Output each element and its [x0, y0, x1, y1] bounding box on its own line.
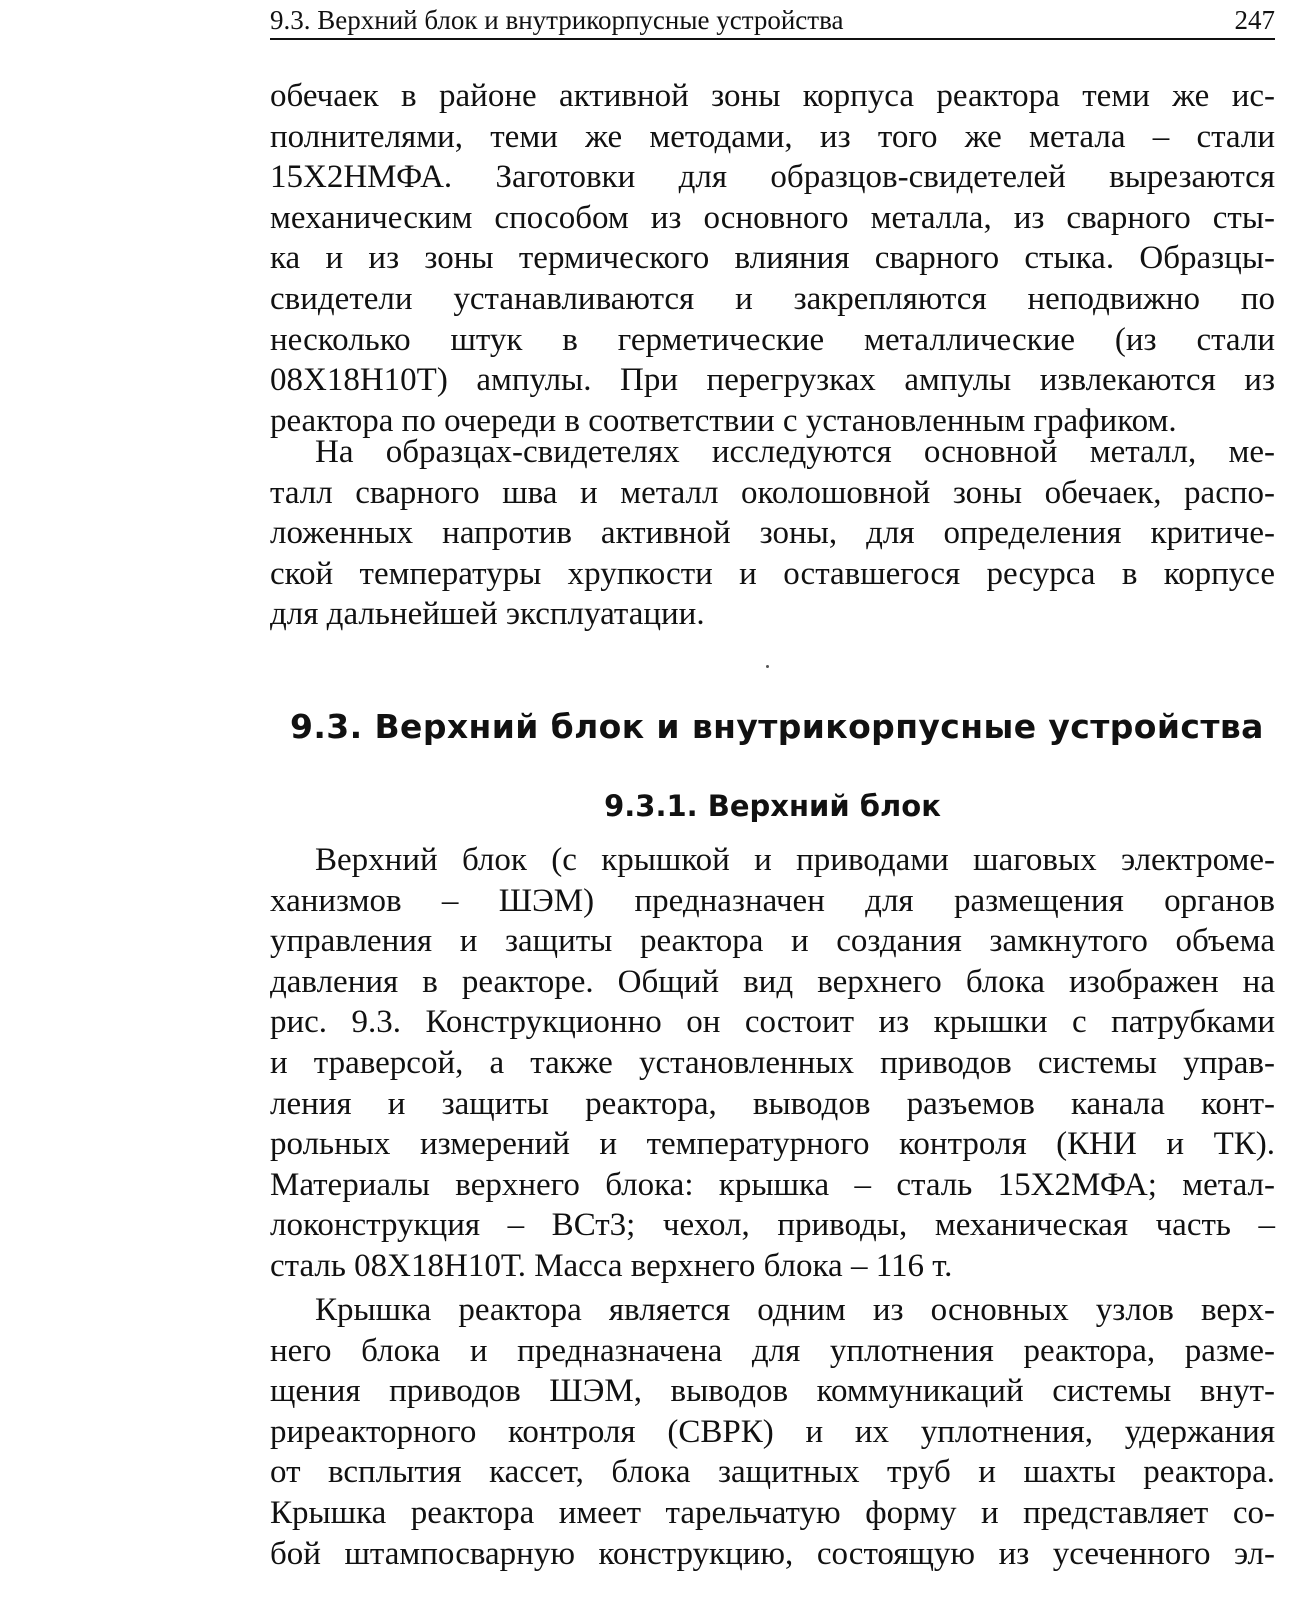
section-heading: 9.3. Верхний блок и внутрикорпусные устройства	[290, 707, 1264, 746]
text-line: талл сварного шва и металл околошовной зоны обечаек, распо-	[270, 474, 1275, 511]
print-speck	[766, 665, 769, 668]
text-line: свидетели устанавливаются и закрепляются неподвижно по	[270, 280, 1275, 317]
text-line: обечаек в районе активной зоны корпуса реактора теми же ис-	[270, 78, 1275, 114]
text-line: для дальнейшей эксплуатации.	[270, 596, 705, 633]
text-line: 08Х18Н10Т) ампулы. При перегрузках ампулы извлекаются из	[270, 362, 1275, 399]
text-line: ка и из зоны термического влияния сварного стыка. Образцы-	[270, 240, 1275, 277]
text-line: Верхний блок (с крышкой и приводами шаговых электроме-	[315, 842, 1275, 878]
paragraph-witness-samples	[270, 432, 1275, 635]
text-line: щения приводов ШЭМ, выводов коммуникаций системы внут-	[270, 1373, 1275, 1410]
text-line: реактора по очереди в соответствии с установленным графиком.	[270, 402, 1177, 439]
paragraph-upper-block	[270, 840, 1275, 1287]
text-line: полнителями, теми же методами, из того же метала – стали	[270, 118, 1275, 155]
paragraph-reactor-cover	[270, 1290, 1275, 1574]
text-line: управления и защиты реактора и создания замкнутого объема	[270, 923, 1275, 960]
text-line: механическим способом из основного металла, из сварного сты-	[270, 199, 1275, 236]
subsection-heading: 9.3.1. Верхний блок	[604, 789, 941, 823]
text-line: ской температуры хрупкости и оставшегося ресурса в корпусе	[270, 555, 1275, 592]
text-line: ложенных напротив активной зоны, для определения критиче-	[270, 515, 1275, 552]
text-line: ления и защиты реактора, выводов разъемов канала конт-	[270, 1085, 1275, 1122]
text-line: сталь 08Х18Н10Т. Масса верхнего блока – 116 т.	[270, 1247, 953, 1284]
text-line: давления в реакторе. Общий вид верхнего блока изображен на	[270, 963, 1275, 1000]
running-head	[270, 2, 1275, 40]
page-number: 247	[1234, 5, 1275, 35]
text-line: него блока и предназначена для уплотнения реактора, разме-	[270, 1332, 1275, 1369]
text-line: несколько штук в герметические металлические (из стали	[270, 321, 1275, 358]
text-line: Крышка реактора является одним из основных узлов верх-	[315, 1292, 1275, 1328]
text-line: риреакторного контроля (СВРК) и их уплотнения, удержания	[270, 1413, 1275, 1450]
text-line: локонструкция – ВСт3; чехол, приводы, механическая часть –	[270, 1207, 1275, 1244]
text-line: бой штампосварную конструкцию, состоящую из усеченного эл-	[270, 1535, 1275, 1572]
text-line: 15Х2НМФА. Заготовки для образцов-свидетелей вырезаются	[270, 159, 1275, 196]
paragraph-continued	[270, 76, 1275, 441]
running-head-title: 9.3. Верхний блок и внутрикорпусные устройства	[270, 5, 844, 35]
text-line: Крышка реактора имеет тарельчатую форму и представляет со-	[270, 1494, 1275, 1531]
text-line: Материалы верхнего блока: крышка – сталь 15Х2МФА; метал-	[270, 1166, 1275, 1203]
text-line: и траверсой, а также установленных приводов системы управ-	[270, 1044, 1275, 1081]
text-line: от всплытия кассет, блока защитных труб и шахты реактора.	[270, 1454, 1275, 1491]
text-line: На образцах-свидетелях исследуются основной металл, ме-	[315, 434, 1275, 470]
text-line: ханизмов – ШЭМ) предназначен для размещения органов	[270, 882, 1275, 919]
text-line: рис. 9.3. Конструкционно он состоит из крышки с патрубками	[270, 1004, 1275, 1041]
text-line: рольных измерений и температурного контроля (КНИ и ТК).	[270, 1126, 1275, 1163]
